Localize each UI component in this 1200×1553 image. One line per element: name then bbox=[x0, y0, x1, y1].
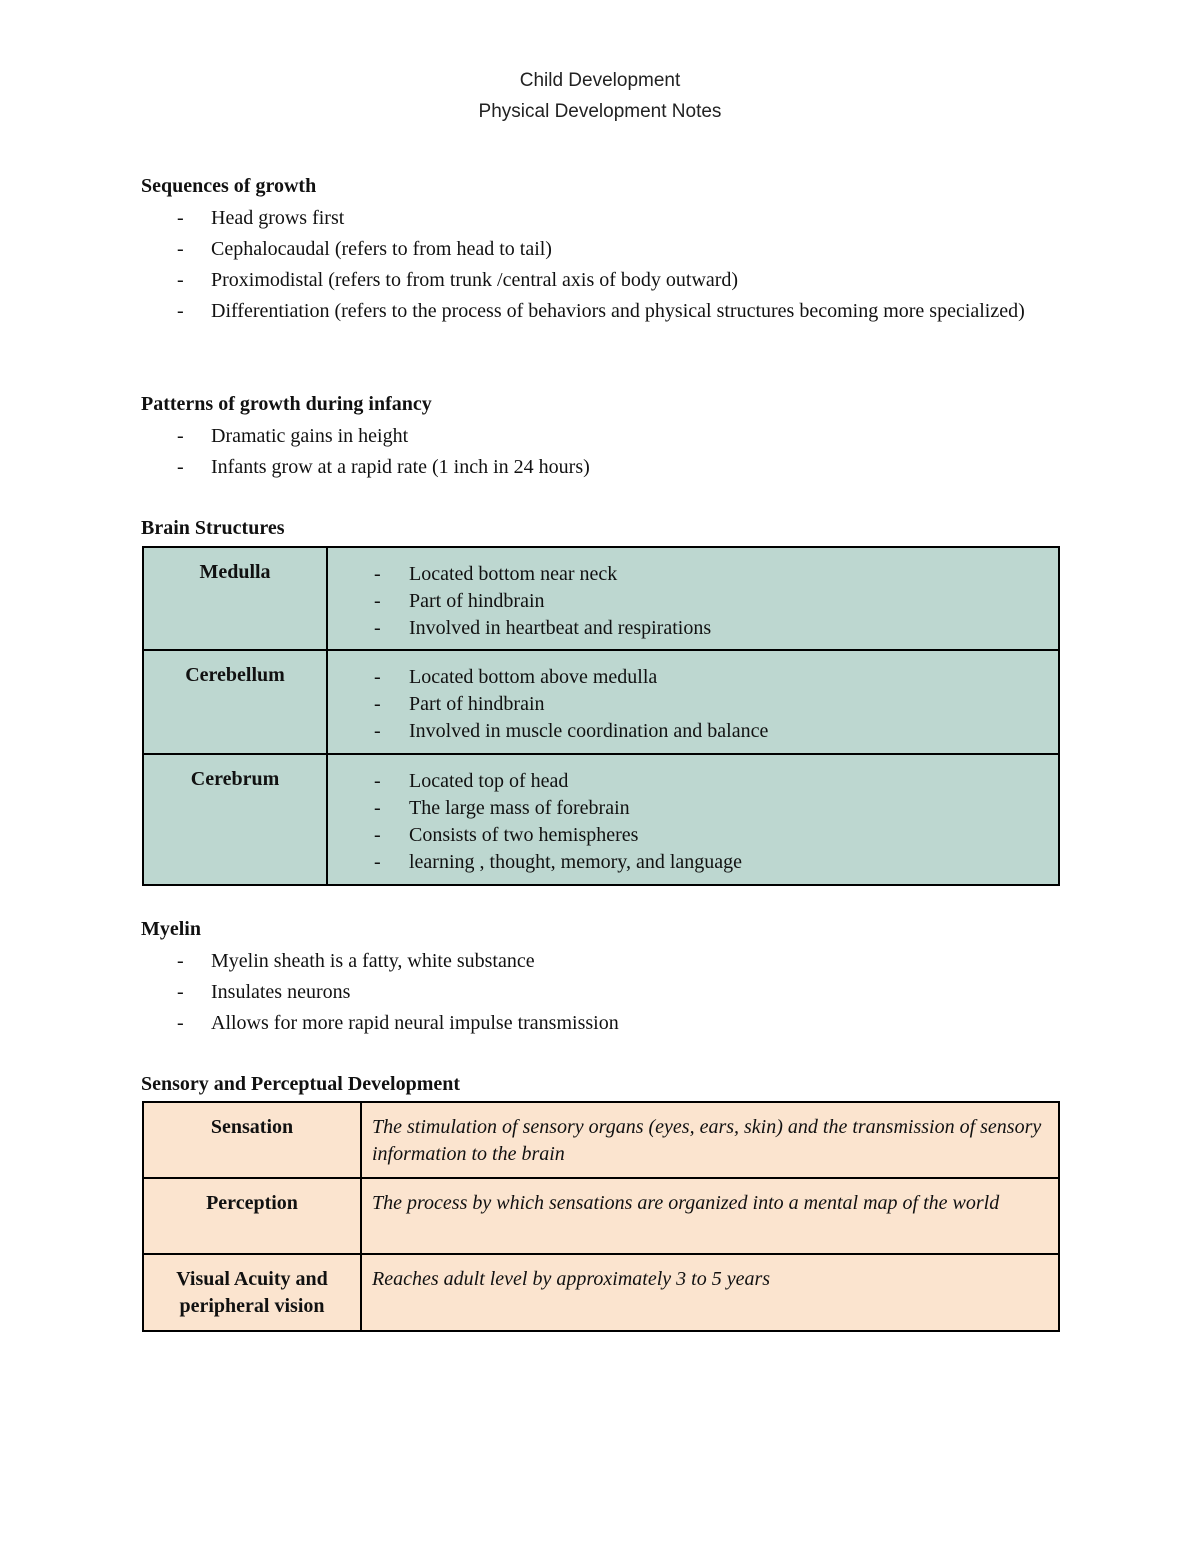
list-item: - Insulates neurons bbox=[141, 977, 1071, 1008]
sensory-definition: Reaches adult level by approximately 3 to 5 years bbox=[361, 1254, 1059, 1331]
brain-term: Cerebrum bbox=[143, 754, 327, 885]
sensory-term: Perception bbox=[143, 1178, 361, 1254]
list-item: - Dramatic gains in height bbox=[141, 421, 1071, 452]
list-item: - Involved in muscle coordination and balance bbox=[329, 718, 1057, 745]
list-item: - Cephalocaudal (refers to from head to tail) bbox=[141, 234, 1071, 265]
table-row bbox=[143, 547, 1059, 650]
table-row bbox=[143, 754, 1059, 885]
table-row bbox=[143, 1254, 1059, 1331]
brain-points-cell bbox=[327, 547, 1059, 650]
sensory-table bbox=[142, 1101, 1060, 1332]
list-item: - Consists of two hemispheres bbox=[329, 822, 1057, 849]
list-item: - The large mass of forebrain bbox=[329, 795, 1057, 822]
list-item: - Part of hindbrain bbox=[329, 588, 1057, 615]
brain-term: Medulla bbox=[143, 547, 327, 650]
myelin-heading: Myelin bbox=[141, 918, 201, 940]
table-row bbox=[143, 650, 1059, 754]
document-subtitle: Physical Development Notes bbox=[478, 101, 722, 122]
list-item: - Involved in heartbeat and respirations bbox=[329, 615, 1057, 642]
brain-heading: Brain Structures bbox=[141, 517, 285, 539]
sensory-term: Visual Acuity and peripheral vision bbox=[143, 1254, 361, 1331]
sensory-definition: The process by which sensations are organized into a mental map of the world bbox=[361, 1178, 1059, 1254]
patterns-heading: Patterns of growth during infancy bbox=[141, 393, 432, 415]
myelin-list bbox=[141, 946, 1071, 1039]
brain-term: Cerebellum bbox=[143, 650, 327, 754]
sensory-heading: Sensory and Perceptual Development bbox=[141, 1073, 461, 1095]
brain-structures-table bbox=[142, 546, 1060, 886]
document-title: Child Development bbox=[519, 70, 681, 91]
list-item: - Part of hindbrain bbox=[329, 691, 1057, 718]
sensory-term: Sensation bbox=[143, 1102, 361, 1178]
table-row bbox=[143, 1178, 1059, 1254]
list-item: - Head grows first bbox=[141, 203, 1071, 234]
sensory-definition: The stimulation of sensory organs (eyes, ears, skin) and the transmission of sensory information to the brain bbox=[361, 1102, 1059, 1178]
table-row bbox=[143, 1102, 1059, 1178]
patterns-list bbox=[141, 421, 1071, 483]
list-item: - Located bottom near neck bbox=[329, 561, 1057, 588]
list-item: - Allows for more rapid neural impulse transmission bbox=[141, 1008, 1071, 1039]
list-item: - Differentiation (refers to the process of behaviors and physical structures becoming more specialized) bbox=[141, 296, 1071, 327]
brain-points-cell bbox=[327, 754, 1059, 885]
sequences-heading: Sequences of growth bbox=[141, 175, 317, 197]
list-item: - Myelin sheath is a fatty, white substance bbox=[141, 946, 1071, 977]
list-item: - Located bottom above medulla bbox=[329, 664, 1057, 691]
list-item: - Proximodistal (refers to from trunk /central axis of body outward) bbox=[141, 265, 1071, 296]
list-item: - Infants grow at a rapid rate (1 inch in 24 hours) bbox=[141, 452, 1071, 483]
sequences-list bbox=[141, 203, 1071, 327]
list-item: - Located top of head bbox=[329, 768, 1057, 795]
list-item: - learning , thought, memory, and language bbox=[329, 849, 1057, 876]
brain-points-cell bbox=[327, 650, 1059, 754]
